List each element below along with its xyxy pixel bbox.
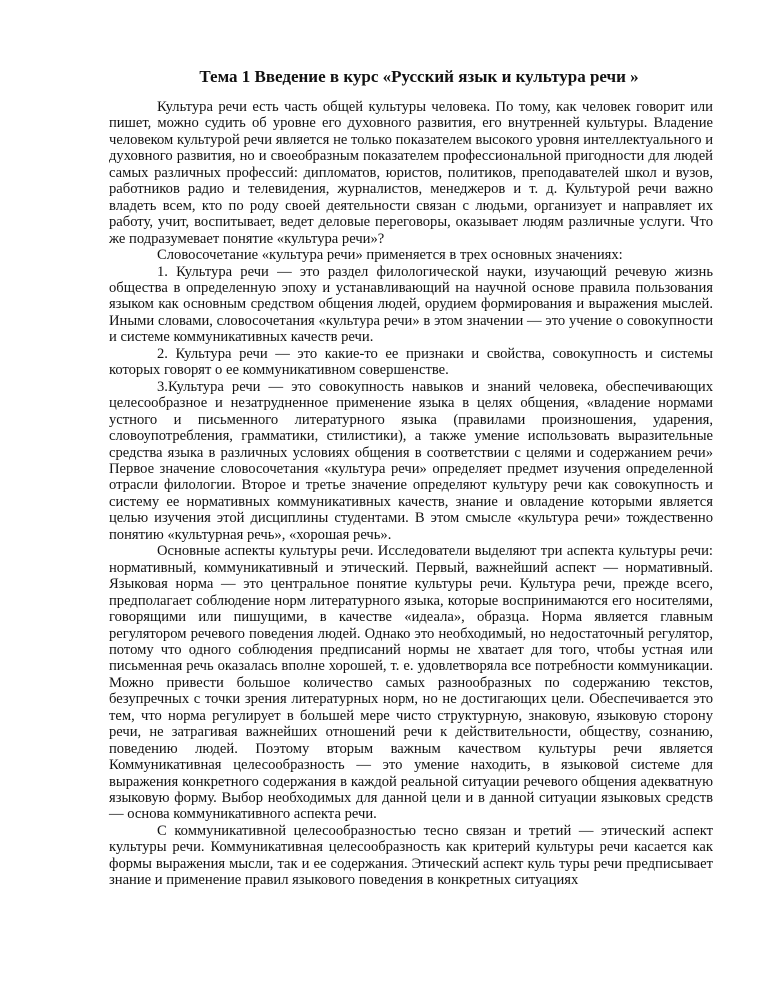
paragraph-intro: Культура речи есть часть общей культуры человека. По тому, как человек говорит или пишет, можно судить об уровне его духовного развития, его внутренней культуры. Владение человеком культурой речи является не только показателем высокого уровня интеллектуального и духовного развития, но и своеобразным показателем профессиональной пригодности для людей самых различных профессий: дипломатов, юристов, политиков, преподавателей школ и вузов, работников радио и телевидения, журналистов, менеджеров и т. д. Культурой речи важно владеть всем, кто по роду своей деятельности связан с людьми, организует и направляет их работу, учит, воспитывает, ведет деловые переговоры, оказывает людям различные услуги. Что же подразумевает понятие «культура речи»? <box>109 99 713 247</box>
paragraph-aspects: Основные аспекты культуры речи. Исследователи выделяют три аспекта культуры речи: нормативный, коммуникативный и этический. Первый, важнейший аспект — нормативный. Языковая норма — это центральное понятие культуры речи. Культура речи, прежде всего, предполагает соблюдение норм литературного языка, которые воспринимаются его носителями, говорящими или пишущими, в качестве «идеала», образца. Норма является главным регулятором речевого поведения людей. Однако это необходимый, но недостаточный регулятор, потому что одного соблюдения предписаний нормы не хватает для того, чтобы устная или письменная речь оказалась вполне хорошей, т. е. удовлетворяла все потребности коммуникации. Можно привести большое количество самых разнообразных по содержанию текстов, безупречных с точки зрения литературных норм, но не достигающих цели. Обеспечивается это тем, что норма регулирует в большей мере чисто структурную, знаковую, языковую сторону речи, не затрагивая важнейших отношений речи к действительности, обществу, сознанию, поведению людей. Поэтому вторым важным качеством культуры речи является Коммуникативная целесообразность — это умение находить, в языковой системе для выражения конкретного содержания в каждой реальной ситуации речевого общения адекватную языковую форму. Выбор необходимых для данной цели и в данной ситуации языковых средств — основа коммуникативного аспекта речи. <box>109 543 713 823</box>
paragraph-ethical-aspect: С коммуникативной целесообразностью тесно связан и третий — этический аспект культуры речи. Коммуникативная целесообразность как критерий культуры речи касается как формы выражения мысли, так и ее содержания. Этический аспект куль туры речи предписывает знание и применение правил языкового поведения в конкретных ситуациях <box>109 822 713 889</box>
paragraph-meaning-2: 2. Культура речи — это какие-то ее признаки и свойства, совокупность и системы которых говорят о ее коммуникативном совершенстве. <box>109 345 713 379</box>
paragraph-meaning-3: 3.Культура речи — это совокупность навыков и знаний человека, обеспечивающих целесообразное и незатрудненное применение языка в целях общения, «владение нормами устного и письменного литературного языка (правилами произношения, ударения, словоупотребления, грамматики, стилистики), а также умение использовать выразительные средства языка в различных условиях общения в соответствии с целями и содержанием речи» Первое значение словосочетания «культура речи» определяет предмет изучения определенной отрасли филологии. Второе и третье значение определяют культуру речи как совокупность и систему ее нормативных коммуникативных качеств, знание и овладение которыми является целью изучения этой дисциплины студентами. В этом смысле «культура речи» тождественно понятию «культурная речь», «хорошая речь». <box>109 378 713 543</box>
document-page <box>109 66 713 889</box>
paragraph-meaning-1: 1. Культура речи — это раздел филологической науки, изучающий речевую жизнь общества в определенную эпоху и устанавливающий на научной основе правила пользования языком как основным средством общения людей, орудием формирования и выражения мыслей. Иными словами, словосочетания «культура речи» в этом значении — это учение о совокупности и системе коммуникативных качеств речи. <box>109 263 713 346</box>
paragraph-meanings-lead: Словосочетание «культура речи» применяется в трех основных значениях: <box>157 247 623 264</box>
document-title: Тема 1 Введение в курс «Русский язык и культура речи » <box>199 67 639 86</box>
